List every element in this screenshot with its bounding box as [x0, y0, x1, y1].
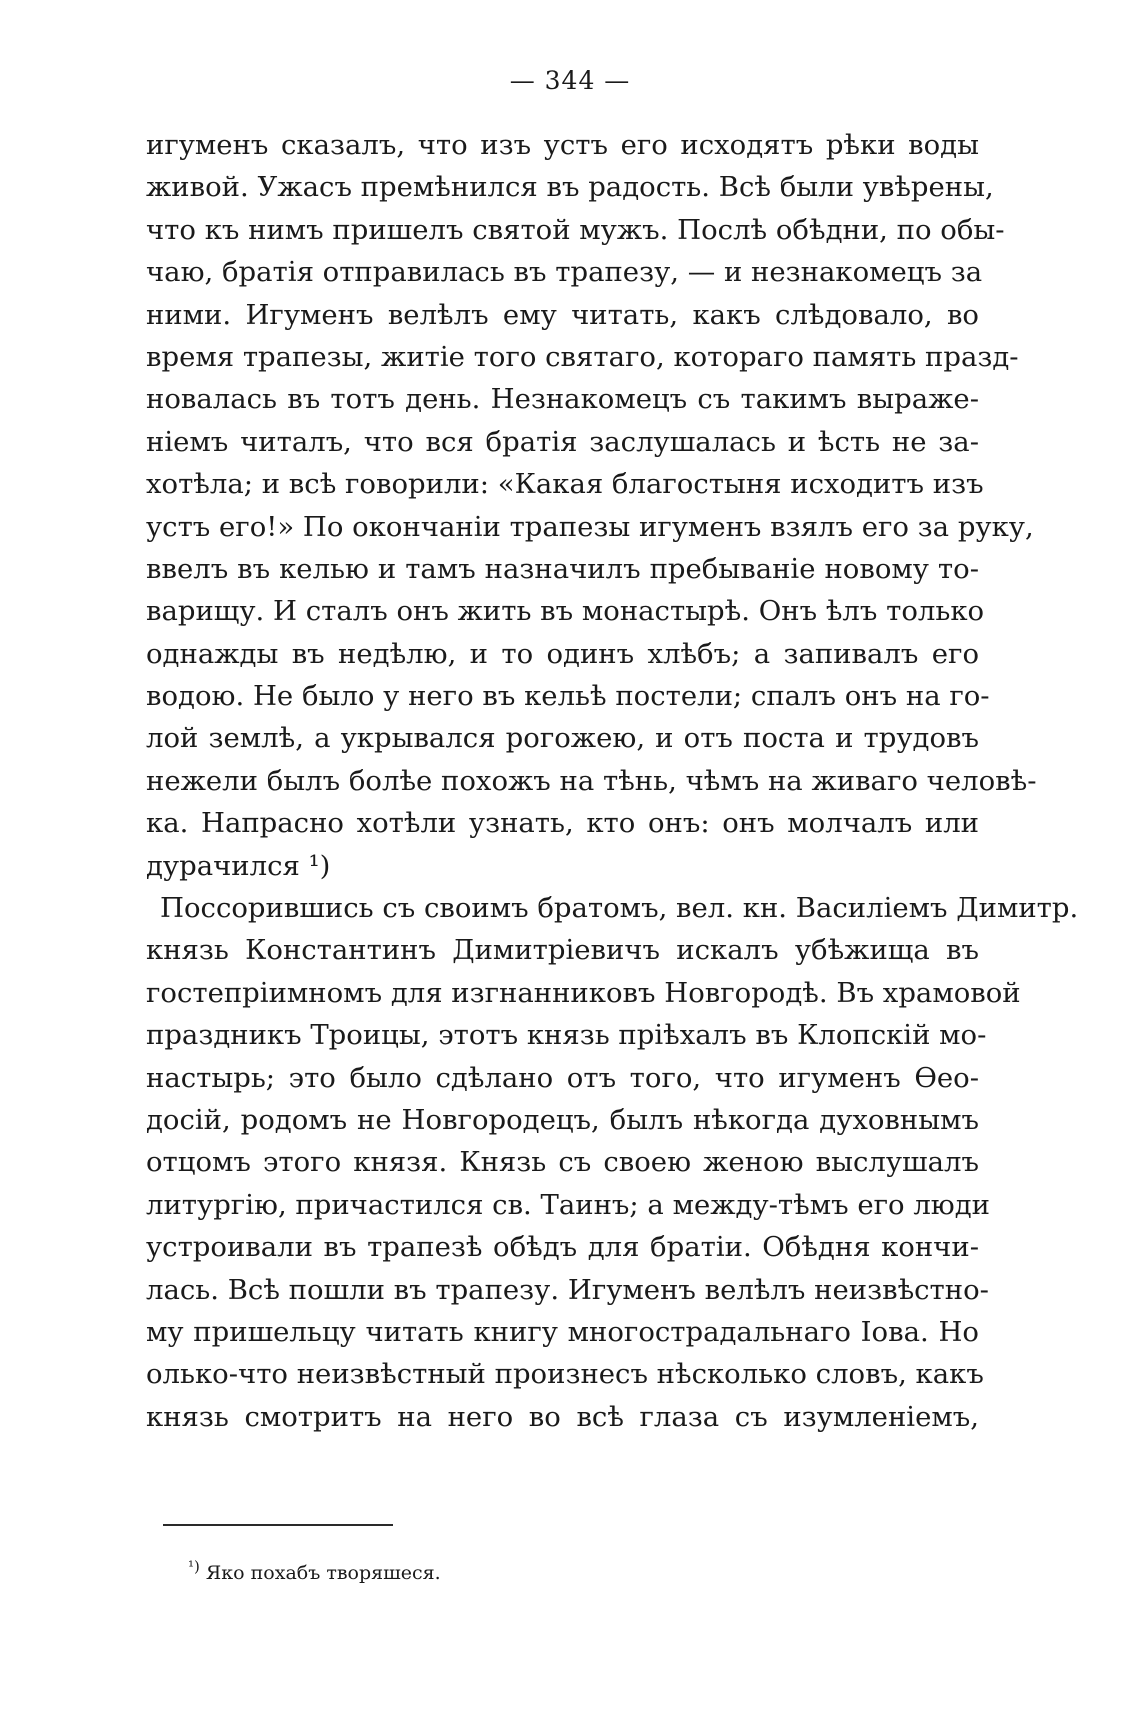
- footnote-mark: ¹): [188, 1557, 200, 1576]
- text-line: лась. Всѣ пошли въ трапезу. Игуменъ велѣлъ неизвѣстно-: [146, 1273, 989, 1306]
- footnote: [188, 1557, 441, 1586]
- text-line: му пришельцу читать книгу многострадальнаго Іова. Но: [146, 1315, 979, 1348]
- footnote-text: Яко похабъ творяшеся.: [205, 1562, 441, 1584]
- text-line: ніемъ читалъ, что вся братія заслушалась и ѣсть не за-: [146, 425, 979, 458]
- text-line: литургію, причастился св. Таинъ; а между-тѣмъ его люди: [146, 1188, 991, 1221]
- footnote-divider: [163, 1524, 393, 1526]
- body-text: [146, 124, 1079, 1438]
- text-line: настырь; это было сдѣлано отъ того, что игуменъ Ѳео-: [146, 1061, 979, 1094]
- text-line: князь Константинъ Димитріевичъ искалъ убѣжища въ: [146, 934, 979, 967]
- text-line: ними. Игуменъ велѣлъ ему читать, какъ слѣдовало, во: [146, 298, 979, 331]
- text-line: однажды въ недѣлю, и то одинъ хлѣбъ; а запивалъ его: [146, 637, 979, 670]
- text-line: водою. Не было у него въ кельѣ постели; спалъ онъ на го-: [146, 680, 990, 713]
- text-line: гостепріимномъ для изгнанниковъ Новгородѣ. Въ храмовой: [146, 976, 1021, 1009]
- text-line: князь смотритъ на него во всѣ глаза съ изумленіемъ,: [146, 1400, 979, 1433]
- text-line: олько-что неизвѣстный произнесъ нѣсколько словъ, какъ: [146, 1358, 984, 1391]
- text-line: живой. Ужасъ премѣнился въ радость. Всѣ были увѣрены,: [146, 171, 994, 204]
- page-number: — 344 —: [509, 66, 631, 95]
- text-line: хотѣла; и всѣ говорили: «Какая благостыня исходитъ изъ: [146, 468, 984, 501]
- text-line: что къ нимъ пришелъ святой мужъ. Послѣ обѣдни, по обы-: [146, 213, 1005, 246]
- text-line: нежели былъ болѣе похожъ на тѣнь, чѣмъ на живаго человѣ-: [146, 764, 1037, 797]
- text-line: Поссорившись съ своимъ братомъ, вел. кн. Василіемъ Димитр.: [160, 892, 1079, 925]
- text-line: дурачился ¹): [146, 849, 331, 882]
- text-line: чаю, братія отправилась въ трапезу, — и незнакомецъ за: [146, 256, 983, 289]
- text-line: праздникъ Троицы, этотъ князь пріѣхалъ въ Клопскій мо-: [146, 1019, 987, 1052]
- text-line: устъ его!» По окончаніи трапезы игуменъ взялъ его за руку,: [146, 510, 1034, 543]
- text-line: досій, родомъ не Новгородецъ, былъ нѣкогда духовнымъ: [146, 1103, 979, 1136]
- text-line: ка. Напрасно хотѣли узнать, кто онъ: онъ молчалъ или: [146, 807, 979, 840]
- text-line: время трапезы, житіе того святаго, котораго память празд-: [146, 340, 1019, 373]
- text-line: лой землѣ, а укрывался рогожею, и отъ поста и трудовъ: [146, 722, 979, 755]
- text-line: варищу. И сталъ онъ жить въ монастырѣ. Онъ ѣлъ только: [146, 595, 985, 628]
- text-line: отцомъ этого князя. Князь съ своею женою выслушалъ: [146, 1146, 979, 1179]
- text-line: устроивали въ трапезѣ обѣдъ для братіи. Обѣдня кончи-: [146, 1231, 979, 1264]
- text-line: игуменъ сказалъ, что изъ устъ его исходятъ рѣки воды: [146, 129, 979, 161]
- text-line: новалась въ тотъ день. Незнакомецъ съ такимъ выраже-: [146, 383, 979, 416]
- text-line: ввелъ въ келью и тамъ назначилъ пребываніе новому то-: [146, 552, 979, 585]
